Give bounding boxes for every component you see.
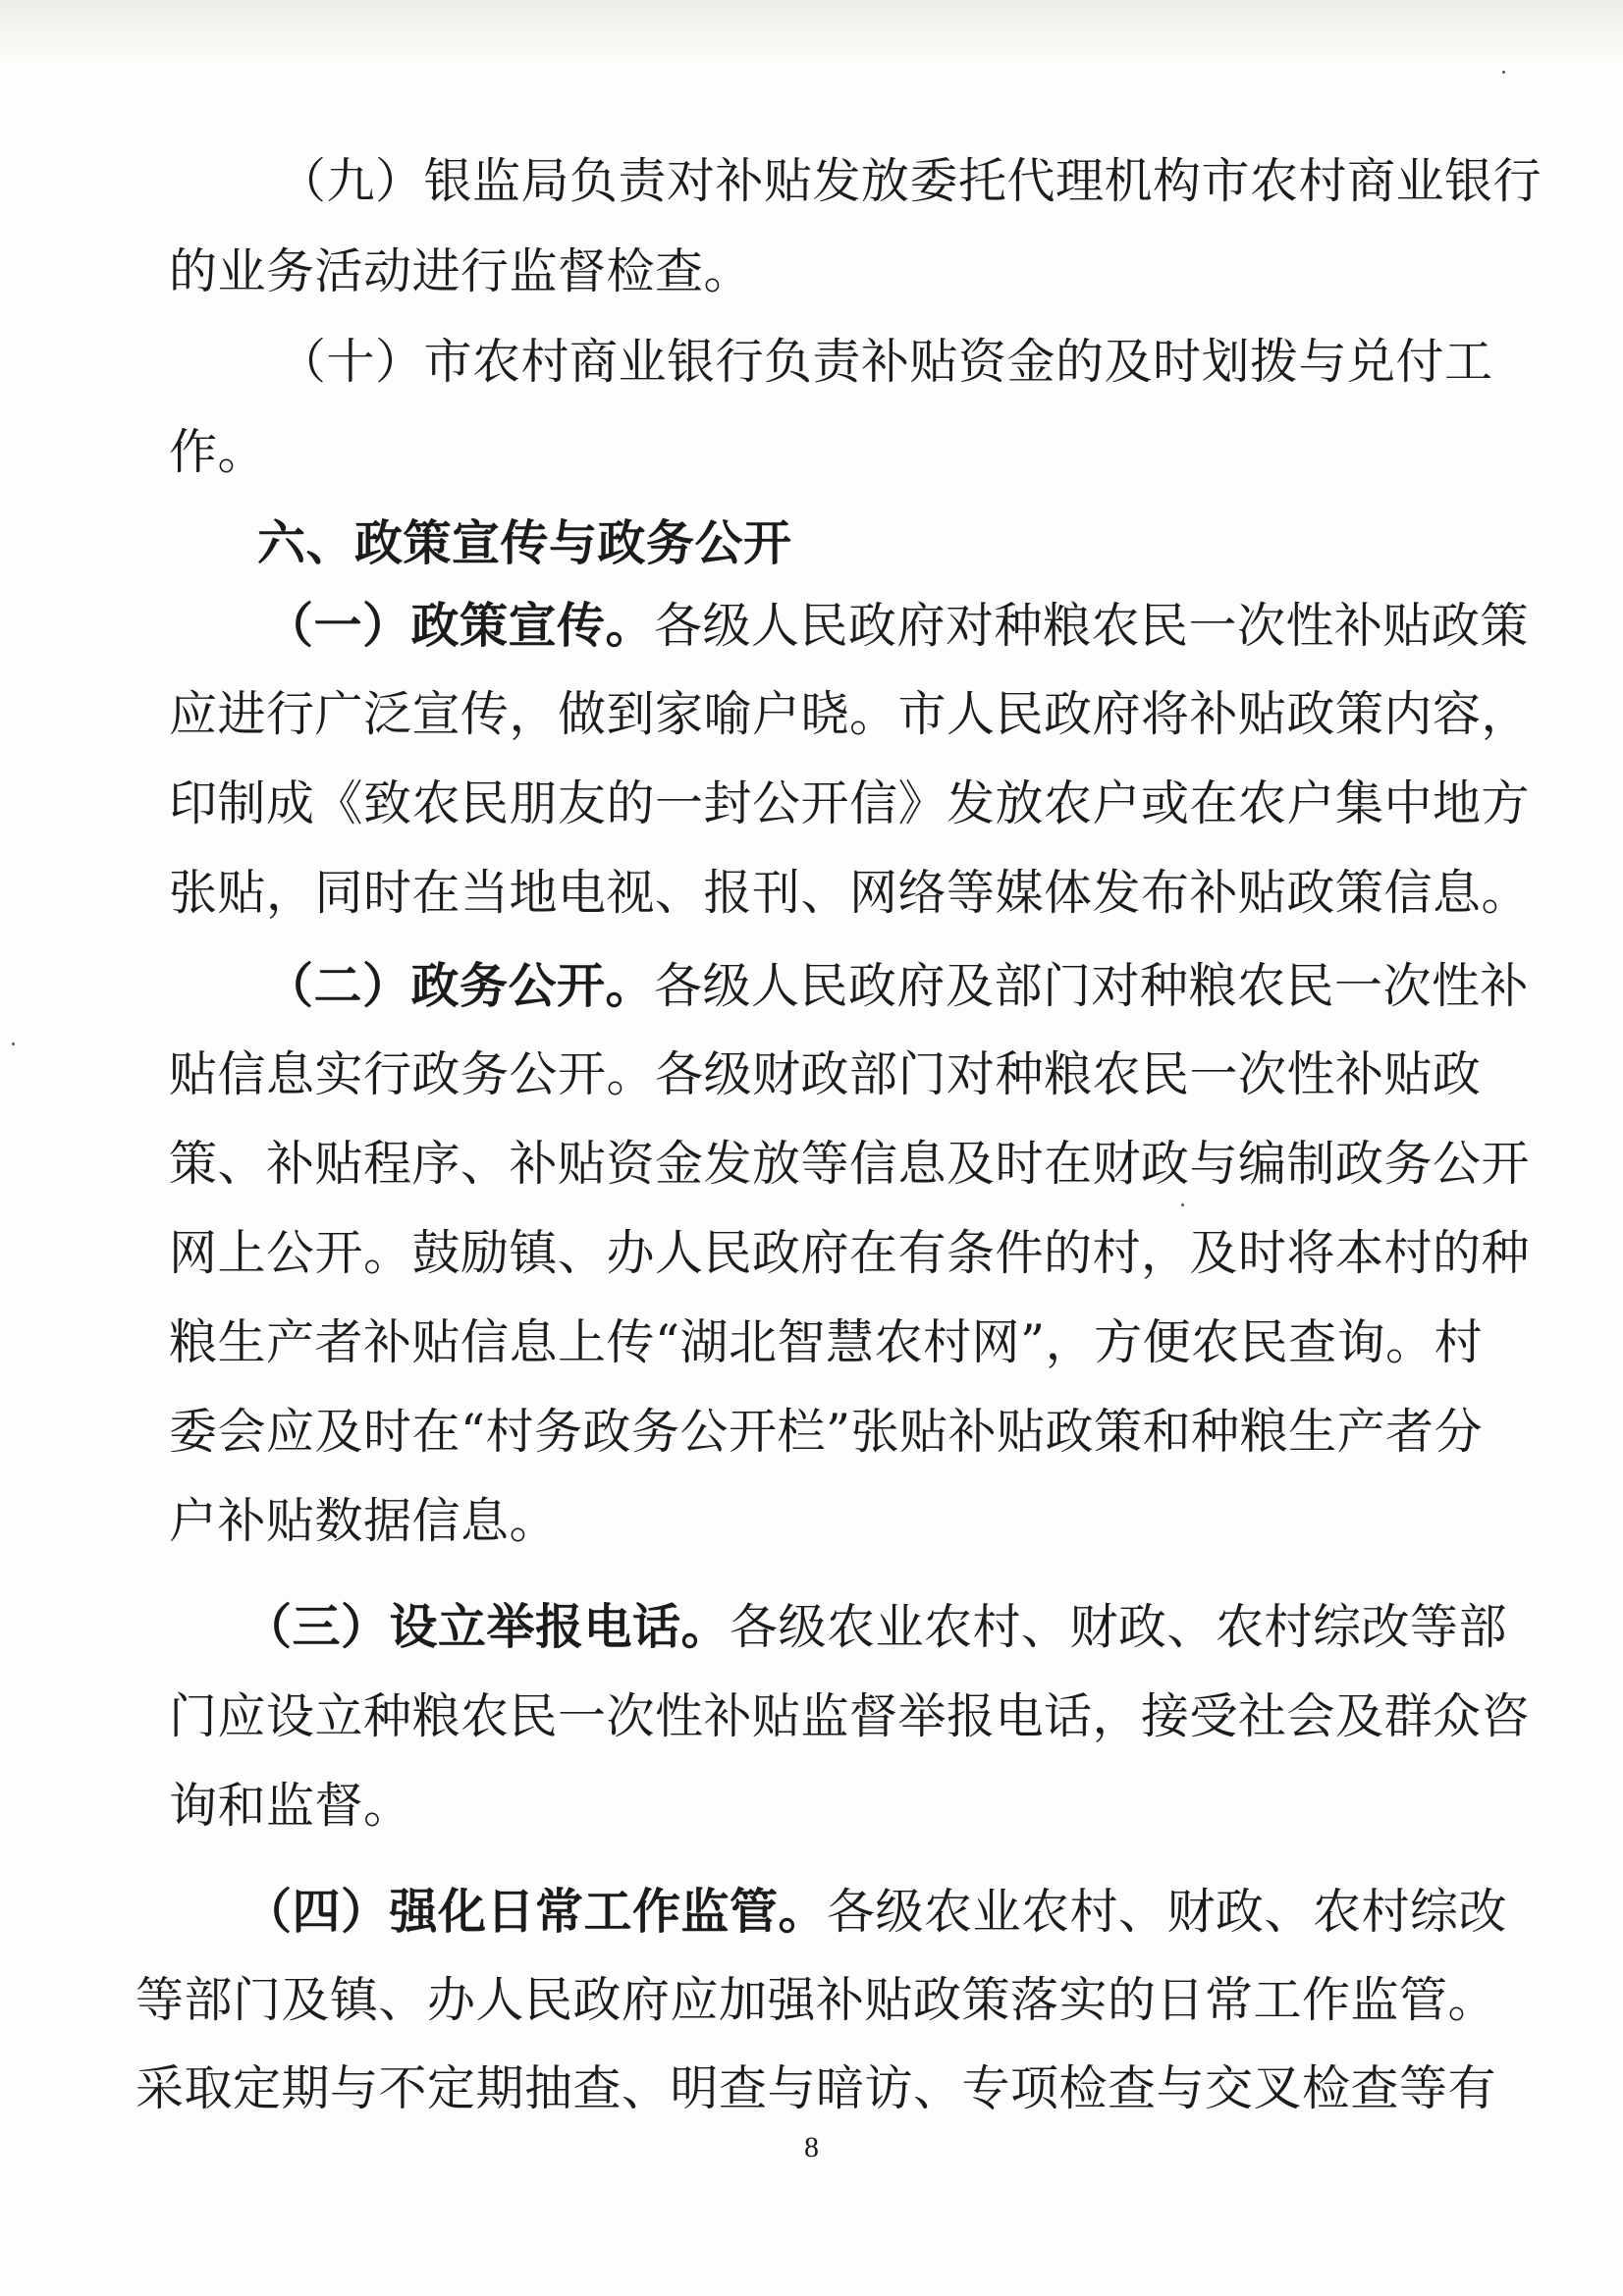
paragraph-text: 各级人民政府及部门对种粮农民一次性补 [654,958,1530,1014]
paragraph-supervision-line3: 采取定期与不定期抽查、明查与暗访、专项检查与交叉检查等有 [135,2060,1497,2116]
paragraph-title: （四）强化日常工作监管。 [243,1884,828,1940]
paragraph-supervision-line2: 等部门及镇、办人民政府应加强补贴政策落实的日常工作监管。 [135,1972,1497,2028]
paragraph-policy-line3: 印制成《致农民朋友的一封公开信》发放农户或在农户集中地方 [169,775,1531,831]
paragraph-title: （一）政策宣传。 [265,598,655,654]
section-9-line1: （九）银监局负责对补贴发放委托代理机构市农村商业银行 [278,153,1542,209]
paragraph-supervision-line1 [243,1883,1508,1942]
paragraph-hotline-line1 [243,1598,1508,1657]
paragraph-disclosure-line3: 策、补贴程序、补贴资金发放等信息及时在财政与编制政务公开 [169,1136,1531,1192]
scan-speck [12,1042,15,1045]
paragraph-disclosure-line7: 户补贴数据信息。 [169,1493,559,1549]
scan-speck [1502,71,1505,74]
section-heading: 六、政策宣传与政务公开 [257,515,792,571]
paragraph-title: （二）政务公开。 [265,958,655,1014]
scan-speck [1181,1203,1184,1206]
page-number: 8 [804,2131,819,2163]
paragraph-title: （三）设立举报电话。 [243,1599,730,1655]
section-10-line1: （十）市农村商业银行负责补贴资金的及时划拨与兑付工 [278,334,1493,390]
paragraph-policy-line2: 应进行广泛宣传，做到家喻户晓。市人民政府将补贴政策内容， [169,686,1531,742]
paragraph-hotline-line3: 询和监督。 [169,1778,412,1834]
paragraph-policy-line1 [265,597,1530,656]
paragraph-text: 各级人民政府对种粮农民一次性补贴政策 [654,598,1530,654]
section-9-line2: 的业务活动进行监督检查。 [169,243,753,299]
paragraph-disclosure-line2: 贴信息实行政务公开。各级财政部门对种粮农民一次性补贴政 [169,1046,1482,1102]
paragraph-text: 各级农业农村、财政、农村综改 [827,1884,1508,1940]
paragraph-text: 各级农业农村、财政、农村综改等部 [730,1599,1508,1655]
paragraph-disclosure-line4: 网上公开。鼓励镇、办人民政府在有条件的村，及时将本村的种 [169,1225,1531,1281]
paragraph-policy-line4: 张贴，同时在当地电视、报刊、网络等媒体发布补贴政策信息。 [169,865,1531,921]
paragraph-hotline-line2: 门应设立种粮农民一次性补贴监督举报电话，接受社会及群众咨 [169,1688,1531,1744]
scan-top-shadow [0,0,1623,69]
section-10-line2: 作。 [169,424,267,480]
paragraph-disclosure-line1 [265,957,1530,1016]
paragraph-disclosure-line6: 委会应及时在“村务政务公开栏”张贴补贴政策和种粮生产者分 [169,1404,1484,1460]
paragraph-disclosure-line5: 粮生产者补贴信息上传“湖北智慧农村网”，方便农民查询。村 [169,1314,1484,1370]
